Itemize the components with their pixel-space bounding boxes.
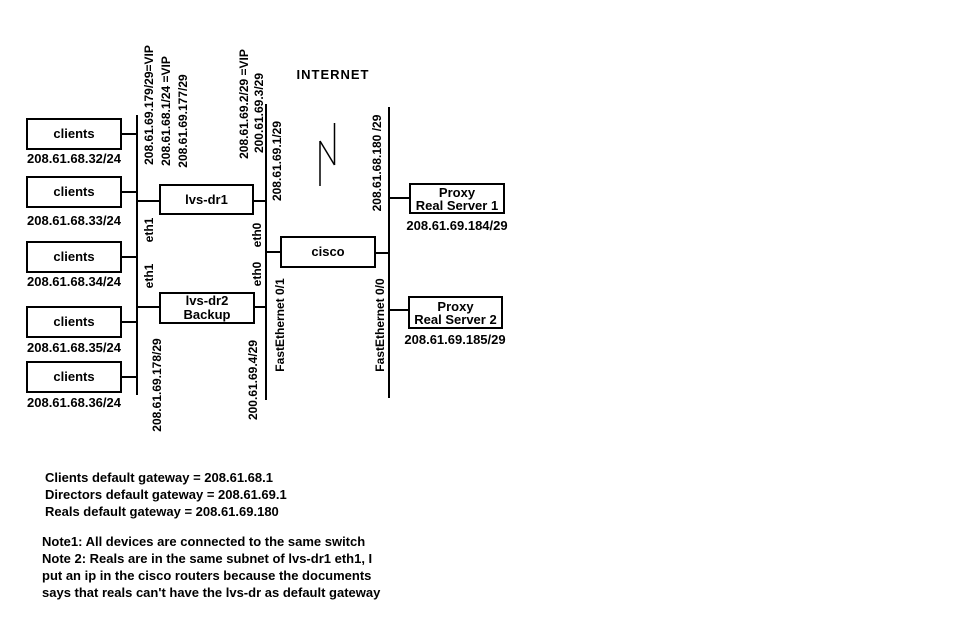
client-box — [26, 176, 122, 208]
client-box — [26, 118, 122, 150]
proxy-label: Proxy — [438, 184, 476, 200]
client-ip-label: 208.61.68.36/24 — [27, 395, 121, 410]
connector-line — [388, 309, 408, 311]
client-ip-label: 208.61.68.34/24 — [27, 274, 121, 289]
connector-line — [374, 252, 390, 254]
client-box — [26, 306, 122, 338]
internet-label: INTERNET — [296, 67, 370, 82]
client-box — [26, 241, 122, 273]
connector-line — [265, 251, 280, 253]
client-ip-label: 208.61.68.32/24 — [27, 151, 121, 166]
client-ip-label: 208.61.68.33/24 — [27, 213, 121, 228]
client-box-label: clients — [53, 314, 95, 329]
cisco-router-label: cisco — [311, 244, 345, 259]
network-diagram: INTERNET clients clients clients clients clients 208.61.68.32/24 208.61.68.33/24 208.61.68.34/24 208.61.68.35/24 208.61.68.36/24 lvs-dr1 lvs-dr2 Backup cisco Proxy Real Server 1 208.61.69.184/29 Proxy Real Server 2 208.61.69.185/29 208.61.69.179/29=VIP 208.61.68.1/24 =VIP 208.61.69.177/29 208.61.69.2/29 =VIP 200.61.69.3/29 208.61.69.1/29 208.61.68.180 /29 eth1 eth1 eth0 eth0 FastEthernet 0/1 FastEthernet 0/0 208.61.69.178/29 200.61.69.4/29 Clients default gateway = 208.61.68.1 Directors default gateway = 208.61.69.1 Reals default gateway = 208.61.69.180 Note1: All devices are connected to the same switch Note 2: Reals are in the same subnet of lvs-dr1 eth1, I put an ip in the cisco routers because the documents says that reals can't have the lvs-dr as default gateway — [0, 0, 955, 622]
proxy-real-server-1-box — [409, 183, 505, 214]
lvs-dr1-box — [159, 184, 254, 215]
connector-line — [122, 321, 136, 323]
gateway-note-line: Directors default gateway = 208.61.69.1 — [45, 487, 287, 502]
note-line: put an ip in the cisco routers because the documents — [42, 568, 372, 583]
gateway-note-line: Reals default gateway = 208.61.69.180 — [45, 504, 279, 519]
proxy-real-server-2-box — [408, 296, 503, 329]
client-box-label: clients — [53, 184, 95, 199]
real-server-2-ip-label: 208.61.69.185/29 — [404, 332, 506, 347]
note-line: Note 2: Reals are in the same subnet of lvs-dr1 eth1, I — [42, 551, 373, 566]
cisco-router-box — [280, 236, 376, 268]
real-server-1-ip-label: 208.61.69.184/29 — [406, 218, 508, 233]
lvs-dr2-role-label: Backup — [183, 307, 231, 322]
connector-line — [136, 306, 159, 308]
client-box — [26, 361, 122, 393]
real-server-1-label: Real Server 1 — [415, 197, 499, 213]
internet-link-break-icon — [312, 118, 342, 193]
note-line: Note1: All devices are connected to the same switch — [42, 534, 366, 549]
client-switch-line — [136, 115, 138, 395]
connector-line — [122, 133, 136, 135]
connector-line — [254, 200, 267, 202]
proxy-label: Proxy — [437, 298, 474, 314]
note-line: says that reals can't have the lvs-dr as default gateway — [42, 585, 381, 600]
connector-line — [388, 197, 409, 199]
lvs-dr2-label: lvs-dr2 — [185, 293, 229, 308]
client-ip-label: 208.61.68.35/24 — [27, 340, 121, 355]
lvs-dr2-box — [159, 292, 255, 324]
client-box-label: clients — [53, 369, 95, 384]
diagram-notes — [42, 533, 380, 601]
gateway-note-line: Clients default gateway = 208.61.68.1 — [45, 470, 273, 485]
connector-line — [136, 200, 159, 202]
real-server-2-label: Real Server 2 — [414, 311, 497, 327]
connector-line — [122, 376, 136, 378]
client-box-label: clients — [53, 126, 95, 141]
connector-line — [122, 191, 136, 193]
gateway-notes — [45, 469, 287, 520]
client-box-label: clients — [53, 249, 95, 264]
connector-line — [122, 256, 136, 258]
lvs-dr1-label: lvs-dr1 — [185, 191, 228, 207]
connector-line — [254, 306, 267, 308]
